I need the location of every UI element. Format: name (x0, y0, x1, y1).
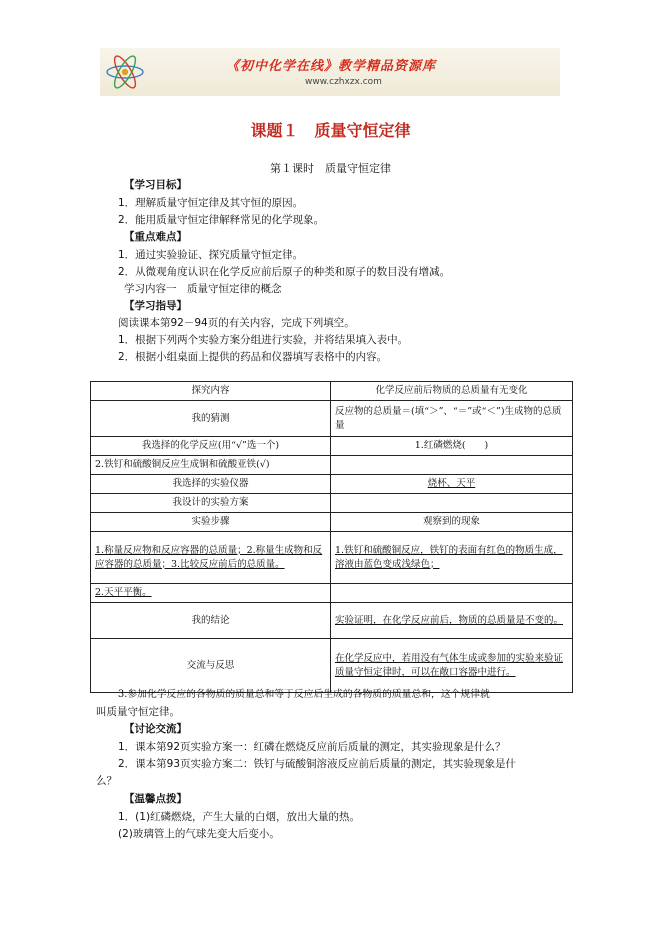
text-line: 1．理解质量守恒定律及其守恒的原因。 (118, 197, 304, 209)
text-line: 2．从微观角度认识在化学反应前后原子的种类和原子的数目没有增减。 (118, 266, 451, 278)
table-cell (331, 456, 573, 475)
table-cell: 我选择的化学反应(用“√”选一个) (91, 437, 331, 456)
table-cell (331, 494, 573, 513)
table-cell: 在化学反应中，若用没有气体生成或参加的实验来验证质量守恒定律时，可以在敞口容器中进行。 (331, 639, 573, 693)
text-line: (2)玻璃管上的气球先变大后变小。 (118, 828, 280, 840)
table-cell: 烧杯、天平 (331, 475, 573, 494)
text-line: 1．课本第92页实验方案一：红磷在燃烧反应前后质量的测定，其实验现象是什么？ (118, 741, 506, 753)
text-line: 么？ (96, 775, 117, 787)
section-heading: 【讨论交流】 (124, 723, 187, 735)
table-cell: 1.称量反应物和反应容器的总质量；2.称量生成物和反应容器的总质量；3.比较反应前后的总质量。 (91, 532, 331, 584)
table-cell: 我设计的实验方案 (91, 494, 331, 513)
text-line: 2．能用质量守恒定律解释常见的化学现象。 (118, 214, 325, 226)
atom-logo-icon (104, 52, 146, 92)
table-cell: 我选择的实验仪器 (91, 475, 331, 494)
table-cell: 我的结论 (91, 603, 331, 639)
text-line: 2．课本第93页实验方案二：铁钉与硫酸铜溶液反应前后质量的测定，其实验现象是什 (118, 758, 517, 770)
table-cell: 探究内容 (91, 382, 331, 401)
text-line: 1．根据下列两个实验方案分组进行实验，并将结果填入表中。 (118, 334, 409, 346)
section-heading: 【学习目标】 (124, 179, 187, 191)
text-line: 1．(1)红磷燃烧，产生大量的白烟，放出大量的热。 (118, 811, 361, 823)
section-heading: 【温馨点拨】 (124, 793, 187, 805)
section-heading: 【学习指导】 (124, 300, 187, 312)
text-line: 阅读课本第92－94页的有关内容，完成下列填空。 (118, 317, 355, 329)
table-cell: 交流与反思 (91, 639, 331, 693)
text-line: 叫质量守恒定律。 (96, 706, 180, 718)
banner-title: 《初中化学在线》教学精品资源库 (226, 59, 437, 74)
table-cell: 1.铁钉和硫酸铜反应，铁钉的表面有红色的物质生成，溶液由蓝色变成浅绿色； (331, 532, 573, 584)
table-cell: 观察到的现象 (331, 513, 573, 532)
table-cell (331, 584, 573, 603)
table-cell: 1.红磷燃烧( ) (331, 437, 573, 456)
text-line: 2．根据小组桌面上提供的药品和仪器填写表格中的内容。 (118, 351, 388, 363)
table-cell: 实验步骤 (91, 513, 331, 532)
banner-url[interactable]: www.czhxzx.com (305, 77, 382, 87)
page-title: 课题１ 质量守恒定律 (250, 121, 411, 140)
table-cell: 反应物的总质量＝(填“＞”、“＝”或“＜”)生成物的总质量 (331, 401, 573, 437)
experiment-table (90, 381, 573, 693)
table-cell: 2.铁钉和硫酸铜反应生成铜和硫酸亚铁(√) (91, 456, 331, 475)
table-cell: 实验证明，在化学反应前后，物质的总质量是不变的。 (331, 603, 573, 639)
section-heading: 【重点难点】 (124, 231, 187, 243)
text-line: 1．通过实验验证、探究质量守恒定律。 (118, 249, 304, 261)
lesson-subtitle: 第１课时 质量守恒定律 (270, 162, 391, 175)
table-cell: 2.天平平衡。 (91, 584, 331, 603)
text-line: 3.参加化学反应的各物质的质量总和等于反应后生成的各物质的质量总和，这个规律就 (118, 689, 490, 700)
table-cell: 我的猜测 (91, 401, 331, 437)
table-cell: 化学反应前后物质的总质量有无变化 (331, 382, 573, 401)
text-line: 学习内容一 质量守恒定律的概念 (124, 283, 282, 295)
